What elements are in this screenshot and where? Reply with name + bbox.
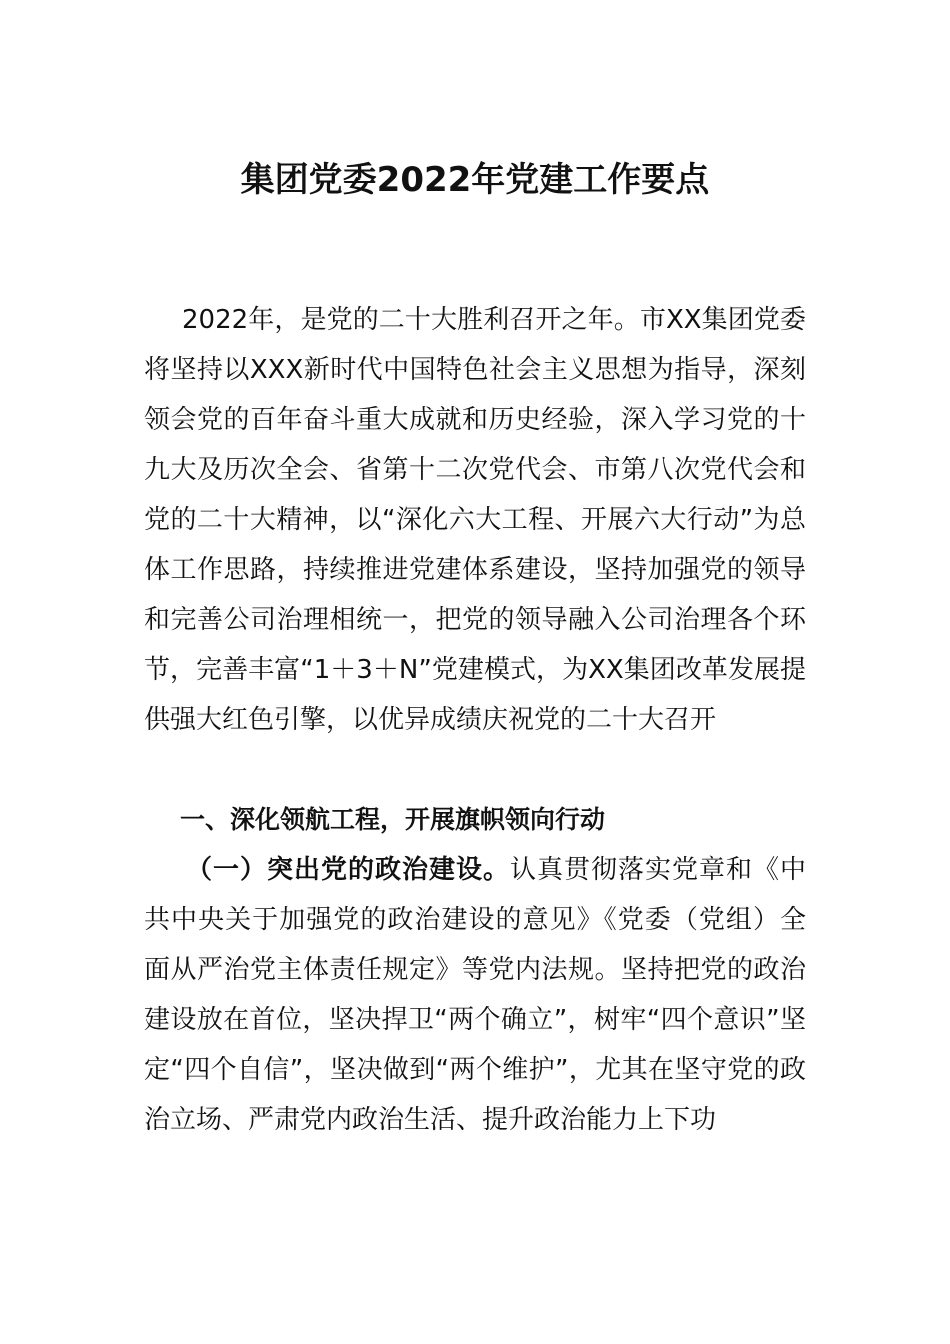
section-heading: 一、深化领航工程，开展旗帜领向行动 (180, 805, 606, 834)
subsection-lead: （一）突出党的政治建设。 (186, 855, 510, 885)
subsection-body: 认真贯彻落实党章和《中共中央关于加强党的政治建设的意见》《党委（党组）全面从严治党主体责任规定》等党内法规。坚持把党的政治建设放在首位，坚决捍卫“两个确立”，树牢“四个意识”坚定“四个自信”，坚决做到“两个维护”，尤其在坚守党的政治立场、严肃党内政治生活、提升政治能力上下功 (144, 855, 806, 1135)
document-title: 集团党委2022年党建工作要点 (240, 160, 710, 200)
subsection-paragraph (144, 845, 806, 1145)
intro-paragraph: 2022年，是党的二十大胜利召开之年。市XX集团党委将坚持以XXX新时代中国特色社会主义思想为指导，深刻领会党的百年奋斗重大成就和历史经验，深入学习党的十九大及历次全会、省第十二次党代会、市第八次党代会和党的二十大精神，以“深化六大工程、开展六大行动”为总体工作思路，持续推进党建体系建设，坚持加强党的领导和完善公司治理相统一，把党的领导融入公司治理各个环节，完善丰富“1＋3＋N”党建模式，为XX集团改革发展提供强大红色引擎，以优异成绩庆祝党的二十大召开 (144, 305, 806, 735)
